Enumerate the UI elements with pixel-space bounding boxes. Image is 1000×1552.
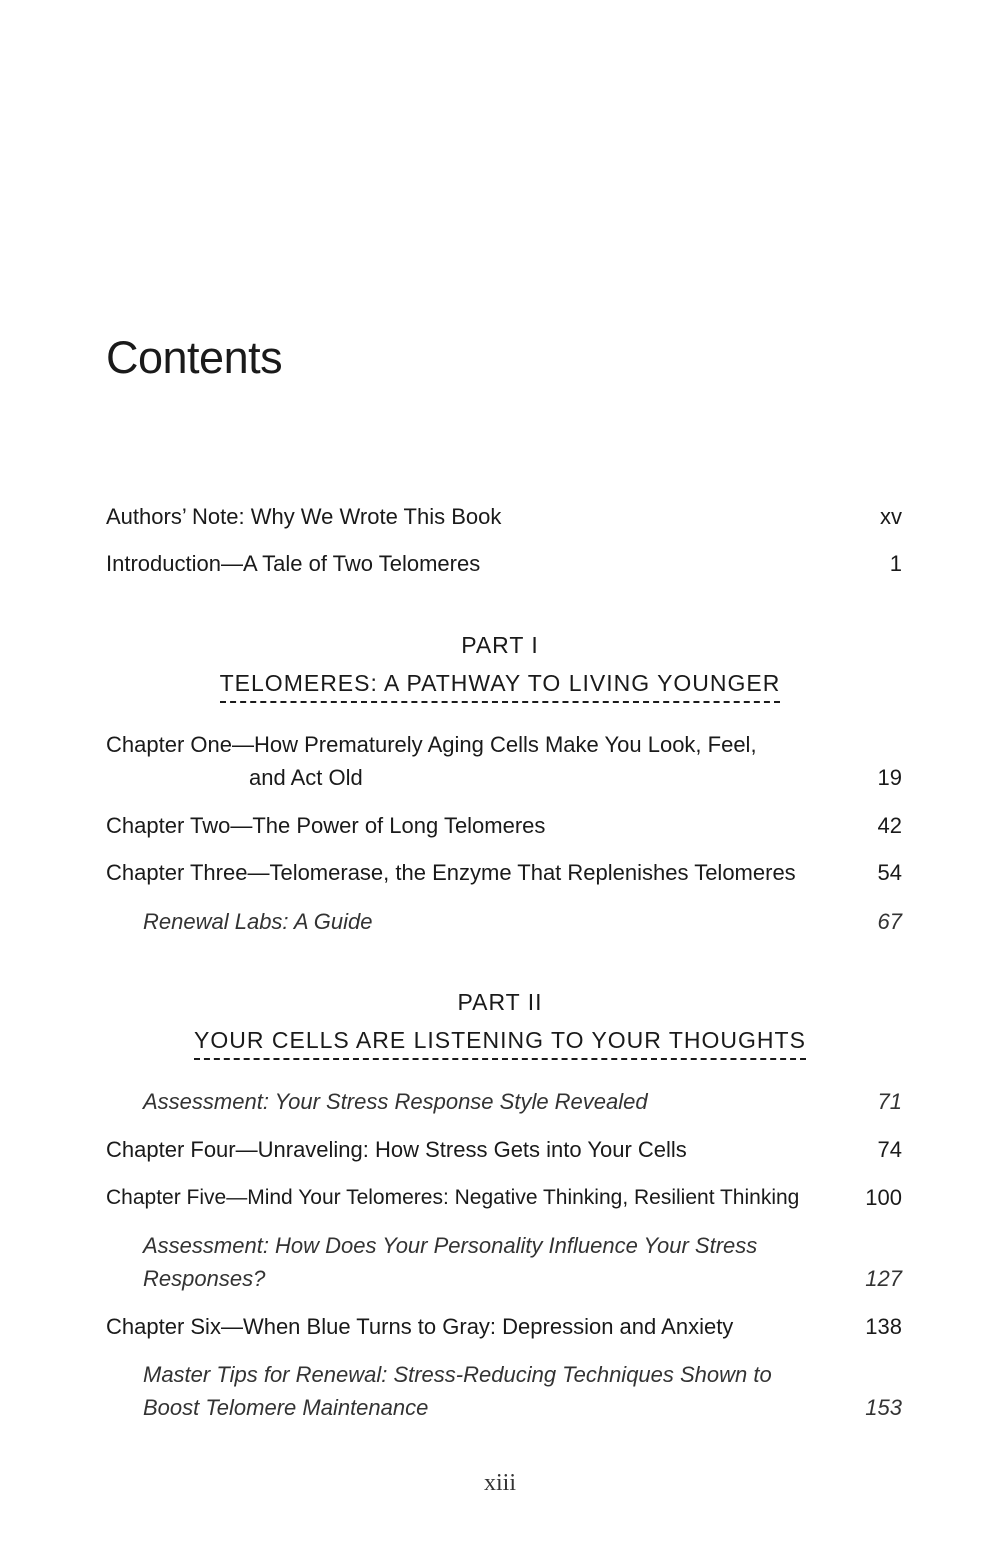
- toc-entry-title: Chapter Six—When Blue Turns to Gray: Depression and Anxiety: [106, 1314, 734, 1339]
- part-2-label: PART II: [457, 989, 543, 1015]
- toc-entry-title-continuation: and Act Old: [249, 765, 363, 790]
- toc-entry-title: Chapter One—How Prematurely Aging Cells Make You Look, Feel,: [106, 732, 757, 757]
- toc-entry-page: 74: [877, 1137, 902, 1162]
- toc-entry-title: Chapter Two—The Power of Long Telomeres: [106, 813, 546, 838]
- toc-entry-title: Chapter Three—Telomerase, the Enzyme That Replenishes Telomeres: [106, 860, 796, 885]
- toc-entry-page: 19: [877, 765, 902, 790]
- toc-entry-chapter-six[interactable]: [106, 1310, 902, 1343]
- toc-entry-page: 153: [865, 1395, 902, 1420]
- toc-entry-assessment-personality[interactable]: [143, 1229, 902, 1295]
- page-number: xiii: [483, 1470, 516, 1496]
- toc-entry-authors-note[interactable]: [106, 500, 902, 533]
- part-1-heading: [0, 670, 1000, 703]
- part-1-heading-text: TELOMERES: A PATHWAY TO LIVING YOUNGER: [220, 670, 781, 703]
- toc-entry-master-tips[interactable]: [143, 1358, 902, 1424]
- toc-entry-chapter-three[interactable]: [106, 856, 902, 889]
- toc-entry-title: Introduction—A Tale of Two Telomeres: [106, 551, 481, 576]
- toc-entry-title: Assessment: Your Stress Response Style Revealed: [143, 1089, 648, 1114]
- toc-entry-title: Chapter Four—Unraveling: How Stress Gets into Your Cells: [106, 1137, 687, 1162]
- toc-entry-page: 1: [889, 551, 902, 576]
- toc-entry-page: 54: [877, 860, 902, 885]
- toc-entry-renewal-labs[interactable]: [143, 905, 902, 938]
- toc-entry-chapter-one[interactable]: [106, 728, 902, 794]
- part-1-label: PART I: [461, 632, 539, 658]
- part-2-heading-text: YOUR CELLS ARE LISTENING TO YOUR THOUGHTS: [194, 1027, 806, 1060]
- toc-entry-page: 127: [865, 1266, 902, 1291]
- toc-entry-title-continuation: Responses?: [143, 1266, 266, 1291]
- toc-entry-chapter-two[interactable]: [106, 809, 902, 842]
- toc-entry-page: 71: [877, 1089, 902, 1114]
- page-title: Contents: [106, 332, 283, 383]
- toc-entry-page: 67: [877, 909, 902, 934]
- toc-entry-title-continuation: Boost Telomere Maintenance: [143, 1395, 429, 1420]
- toc-entry-page: xv: [880, 504, 902, 529]
- toc-entry-introduction[interactable]: [106, 547, 902, 580]
- toc-entry-title: Authors’ Note: Why We Wrote This Book: [106, 504, 502, 529]
- part-2-heading: [0, 1027, 1000, 1060]
- toc-entry-chapter-four[interactable]: [106, 1133, 902, 1166]
- toc-entry-page: 100: [865, 1185, 902, 1210]
- toc-entry-title: Chapter Five—Mind Your Telomeres: Negative Thinking, Resilient Thinking: [106, 1186, 800, 1209]
- toc-entry-title: Renewal Labs: A Guide: [143, 909, 373, 934]
- toc-entry-chapter-five[interactable]: [106, 1181, 902, 1214]
- toc-entry-page: 42: [877, 813, 902, 838]
- toc-entry-title: Master Tips for Renewal: Stress-Reducing Techniques Shown to: [143, 1362, 772, 1387]
- toc-entry-title: Assessment: How Does Your Personality Influence Your Stress: [143, 1233, 758, 1258]
- toc-entry-page: 138: [865, 1314, 902, 1339]
- toc-entry-assessment-stress-style[interactable]: [143, 1085, 902, 1118]
